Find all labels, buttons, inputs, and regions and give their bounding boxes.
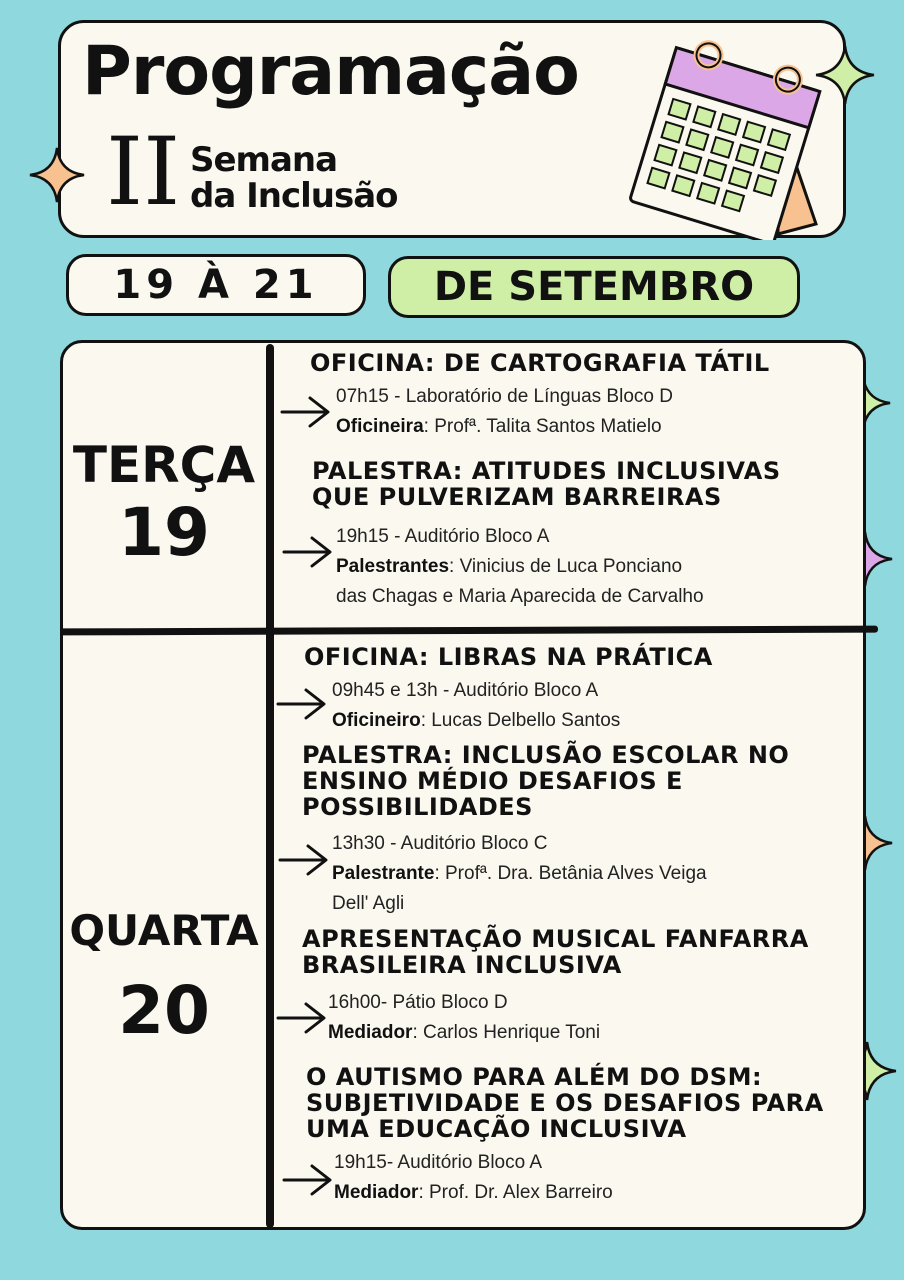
arrow-icon (280, 392, 332, 432)
event-details (328, 988, 600, 1048)
event-title-line: OFICINA: DE CARTOGRAFIA TÁTIL (310, 349, 770, 377)
event-time: 19h15 - Auditório Bloco A (336, 526, 550, 547)
person-name: : Prof. Dr. Alex Barreiro (418, 1182, 613, 1203)
sparkle-icon-orange-left (28, 146, 86, 204)
person-name: : Profª. Talita Santos Matielo (423, 416, 662, 437)
event-person (336, 552, 704, 582)
arrow-icon (276, 998, 328, 1038)
event-title-line: PALESTRA: ATITUDES INCLUSIVAS (312, 457, 781, 485)
event-person (336, 412, 673, 442)
sparkle-icon-green-top (814, 44, 876, 106)
role-label: Oficineira (336, 416, 424, 437)
event-time: 13h30 - Auditório Bloco C (332, 833, 548, 854)
event-title (306, 1064, 824, 1142)
person-name: : Profª. Dra. Betânia Alves Veiga (434, 863, 707, 884)
event-person (328, 1018, 600, 1048)
event-title-line: OFICINA: LIBRAS NA PRÁTICA (304, 643, 713, 671)
weekday-label: QUARTA (69, 906, 259, 955)
event-title-line: O AUTISMO PARA ALÉM DO DSM: (306, 1063, 763, 1091)
event-title (310, 350, 770, 376)
role-label: Mediador (334, 1182, 419, 1203)
day-number: 20 (118, 972, 210, 1049)
arrow-icon (282, 532, 334, 572)
event-title-line: QUE PULVERIZAM BARREIRAS (312, 483, 722, 511)
date-range-pill: 19 À 21 (66, 254, 366, 316)
role-label: Palestrantes (336, 556, 450, 577)
event-title-line: POSSIBILIDADES (302, 793, 533, 821)
calendar-icon (628, 34, 828, 240)
event-details (334, 1148, 613, 1208)
event-details (336, 522, 704, 612)
event-title-line: UMA EDUCAÇÃO INCLUSIVA (306, 1115, 687, 1143)
event-title (312, 458, 781, 510)
event-person-cont: Dell' Agli (332, 893, 405, 914)
person-name: : Carlos Henrique Toni (412, 1022, 601, 1043)
month-pill: DE SETEMBRO (388, 256, 800, 318)
page-title: Programação (82, 32, 579, 111)
vertical-divider (266, 344, 274, 1228)
event-title-line: SUBJETIVIDADE E OS DESAFIOS PARA (306, 1089, 824, 1117)
event-person-cont: das Chagas e Maria Aparecida de Carvalho (336, 586, 704, 607)
weekday-label: TERÇA (72, 436, 256, 494)
person-name: : Vinicius de Luca Ponciano (449, 556, 683, 577)
event-subtitle (190, 142, 398, 214)
arrow-icon (276, 684, 328, 724)
event-time: 09h45 e 13h - Auditório Bloco A (332, 680, 599, 701)
event-time: 19h15- Auditório Bloco A (334, 1152, 543, 1173)
event-title-line: PALESTRA: INCLUSÃO ESCOLAR NO (302, 741, 790, 769)
event-title (302, 926, 809, 978)
event-details (336, 382, 673, 442)
event-person (332, 706, 620, 736)
role-label: Mediador (328, 1022, 413, 1043)
arrow-icon (282, 1160, 334, 1200)
day-tuesday (66, 436, 262, 571)
day-wednesday (64, 906, 264, 1049)
arrow-icon (278, 840, 330, 880)
subtitle-line-1: Semana (190, 140, 338, 180)
event-details (332, 676, 620, 736)
event-title-line: BRASILEIRA INCLUSIVA (302, 951, 622, 979)
day-number: 19 (118, 494, 210, 571)
role-label: Palestrante (332, 863, 435, 884)
event-time: 07h15 - Laboratório de Línguas Bloco D (336, 386, 673, 407)
subtitle-line-2: da Inclusão (190, 176, 398, 216)
event-title (302, 742, 789, 820)
edition-numeral: II (106, 118, 181, 227)
event-details (332, 829, 707, 919)
role-label: Oficineiro (332, 710, 421, 731)
event-time: 16h00- Pátio Bloco D (328, 992, 508, 1013)
event-person (332, 859, 707, 889)
event-title (304, 644, 713, 670)
person-name: : Lucas Delbello Santos (420, 710, 621, 731)
event-person (334, 1178, 613, 1208)
event-title-line: APRESENTAÇÃO MUSICAL FANFARRA (302, 925, 809, 953)
event-title-line: ENSINO MÉDIO DESAFIOS E (302, 767, 683, 795)
